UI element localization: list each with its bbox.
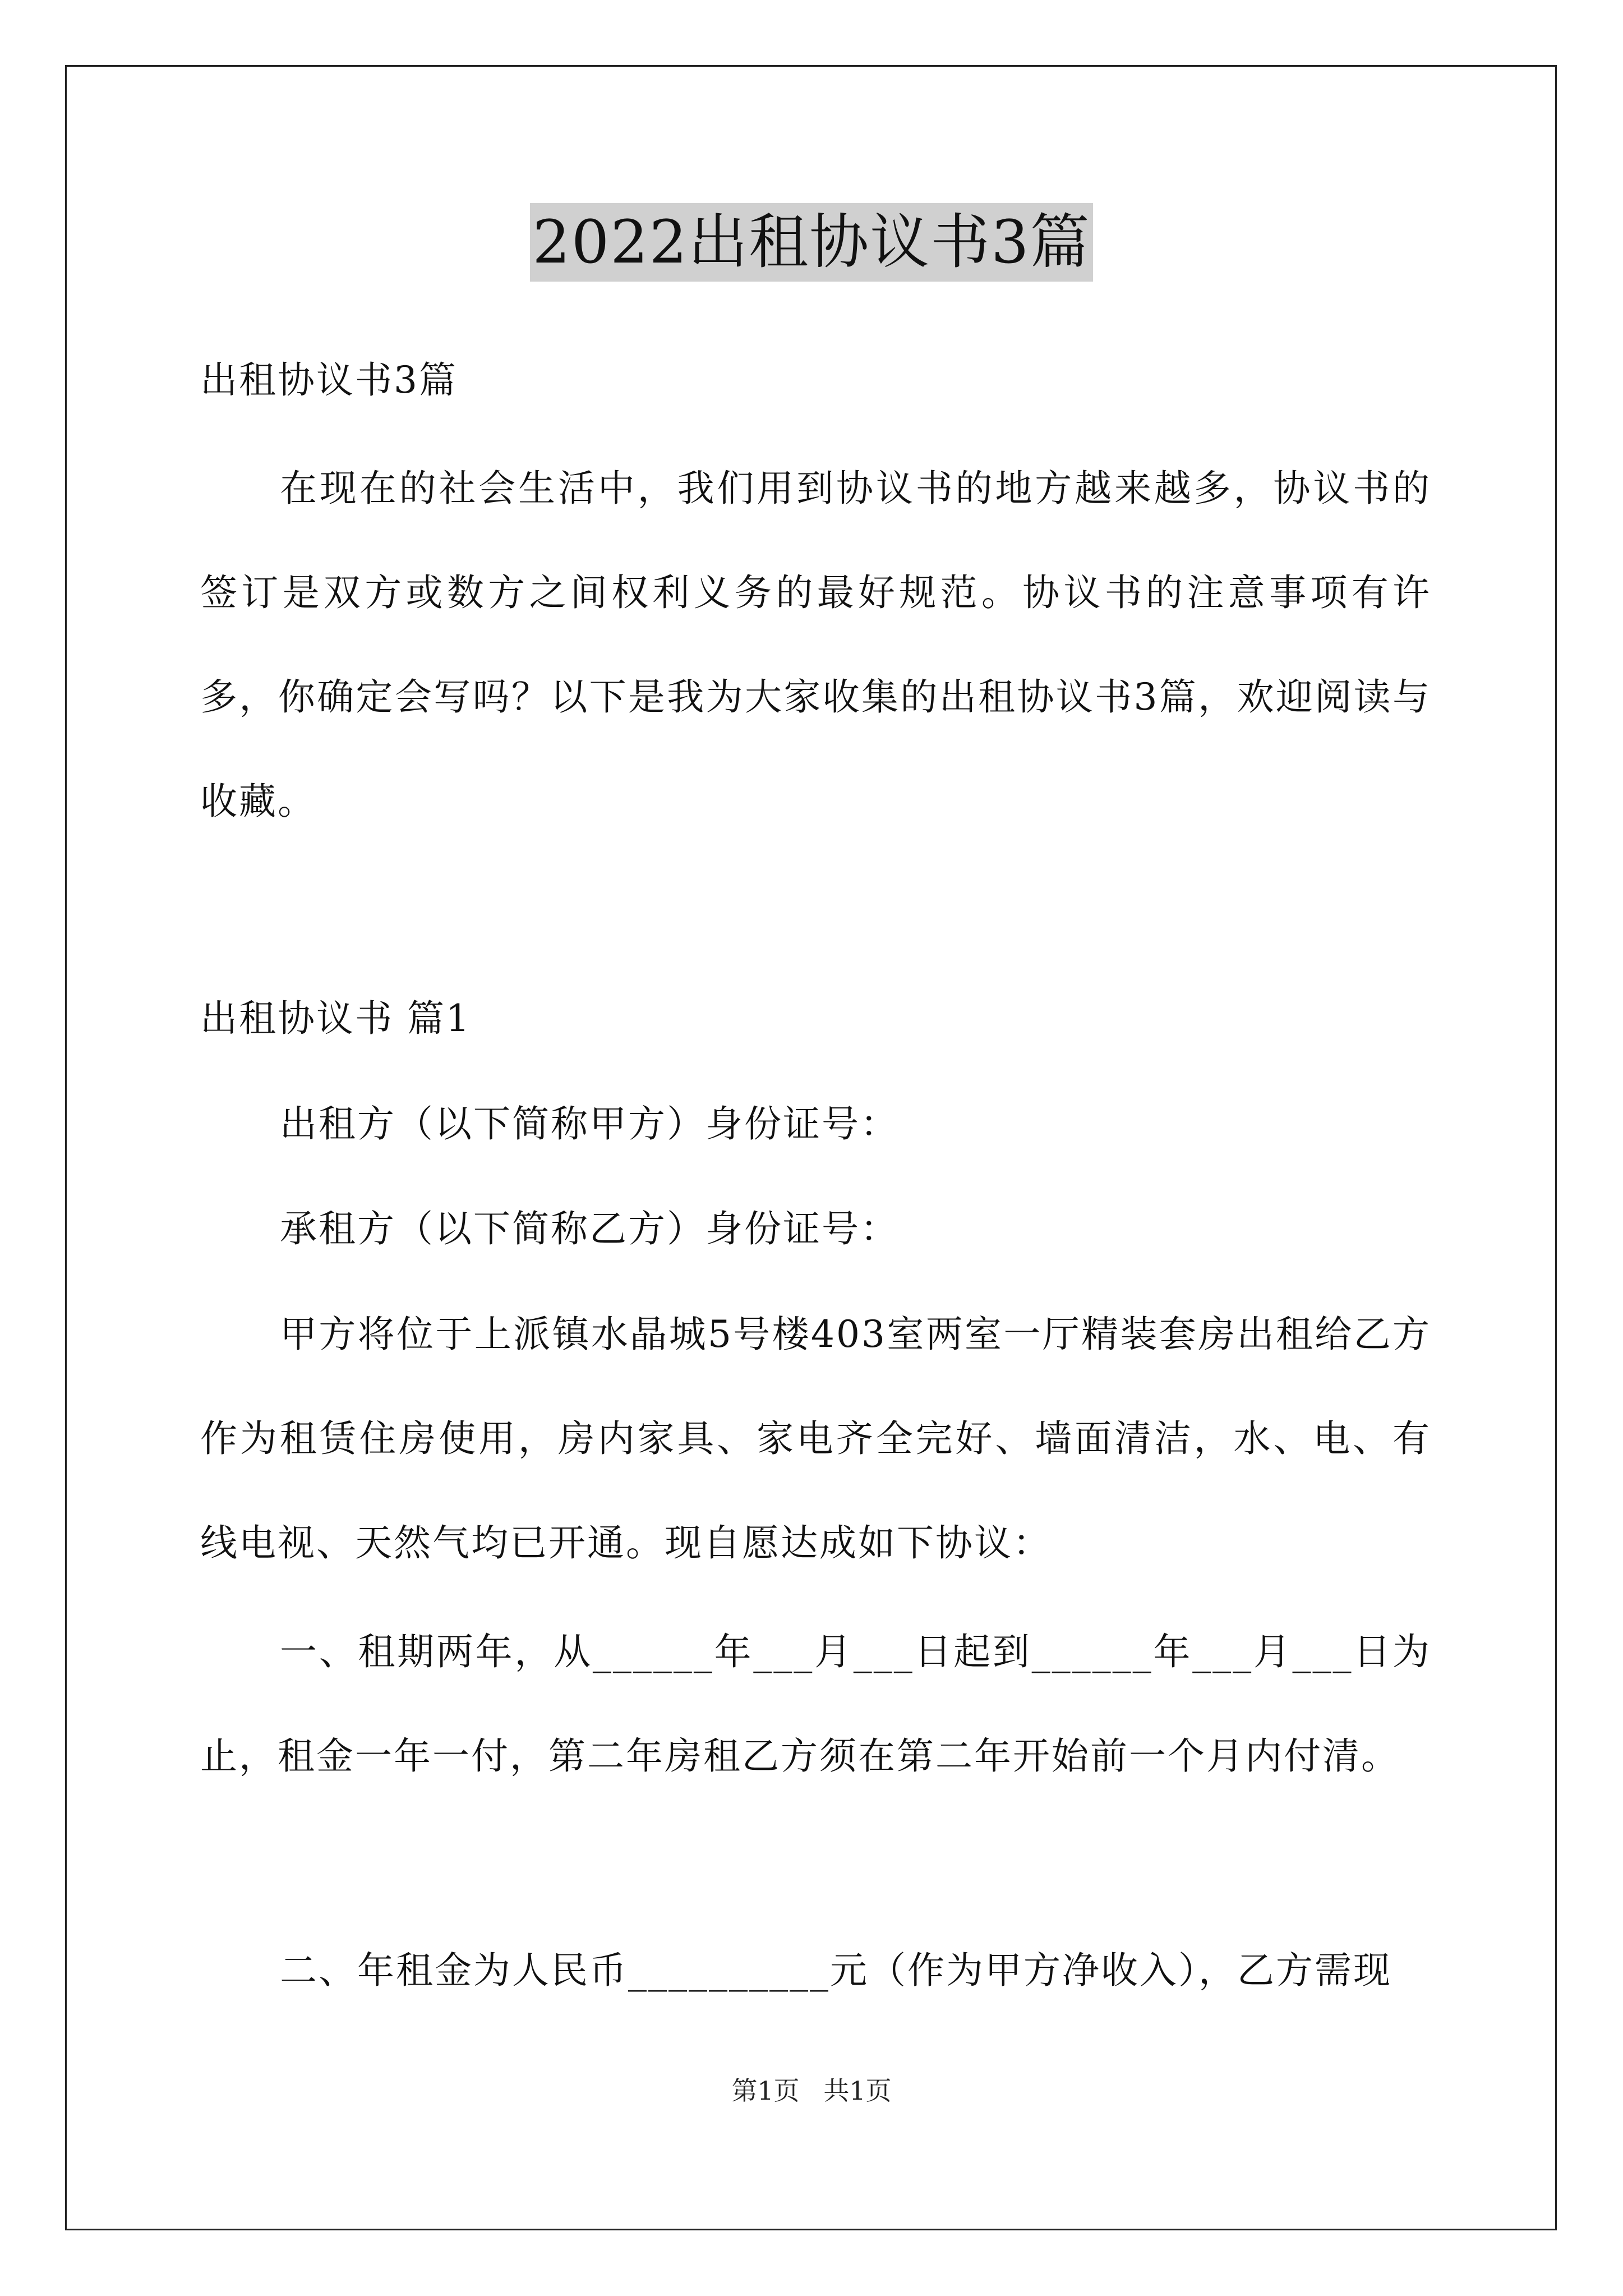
- title-container: [0, 203, 1623, 282]
- document-title: 2022出租协议书3篇: [530, 203, 1092, 282]
- section-heading: 出租协议书 篇1: [200, 997, 471, 1040]
- page-number: 第1页: [731, 2076, 800, 2106]
- intro-paragraph: 在现在的社会生活中，我们用到协议书的地方越来越多，协议书的签订是双方或数方之间权利义务的最好规范。协议书的注意事项有许多，你确定会写吗？以下是我为大家收集的出租协议书3篇，欢迎阅读与收藏。: [200, 467, 1431, 823]
- clause-two: 二、年租金为人民币__________元（作为甲方净收入），乙方需现: [280, 1949, 1392, 1992]
- page-total: 共1页: [823, 2076, 892, 2106]
- lessor-line: 出租方（以下简称甲方）身份证号：: [280, 1102, 899, 1145]
- page-footer: [0, 2074, 1623, 2108]
- property-paragraph: 甲方将位于上派镇水晶城5号楼403室两室一厅精装套房出租给乙方作为租赁住房使用，房内家具、家电齐全完好、墙面清洁，水、电、有线电视、天然气均已开通。现自愿达成如下协议：: [200, 1313, 1431, 1565]
- clause-one: 一、租期两年，从______年___月___日起到______年___月___日为止，租金一年一付，第二年房租乙方须在第二年开始前一个月内付清。: [200, 1630, 1431, 1778]
- subtitle: 出租协议书3篇: [200, 358, 458, 402]
- lessee-line: 承租方（以下简称乙方）身份证号：: [280, 1207, 899, 1250]
